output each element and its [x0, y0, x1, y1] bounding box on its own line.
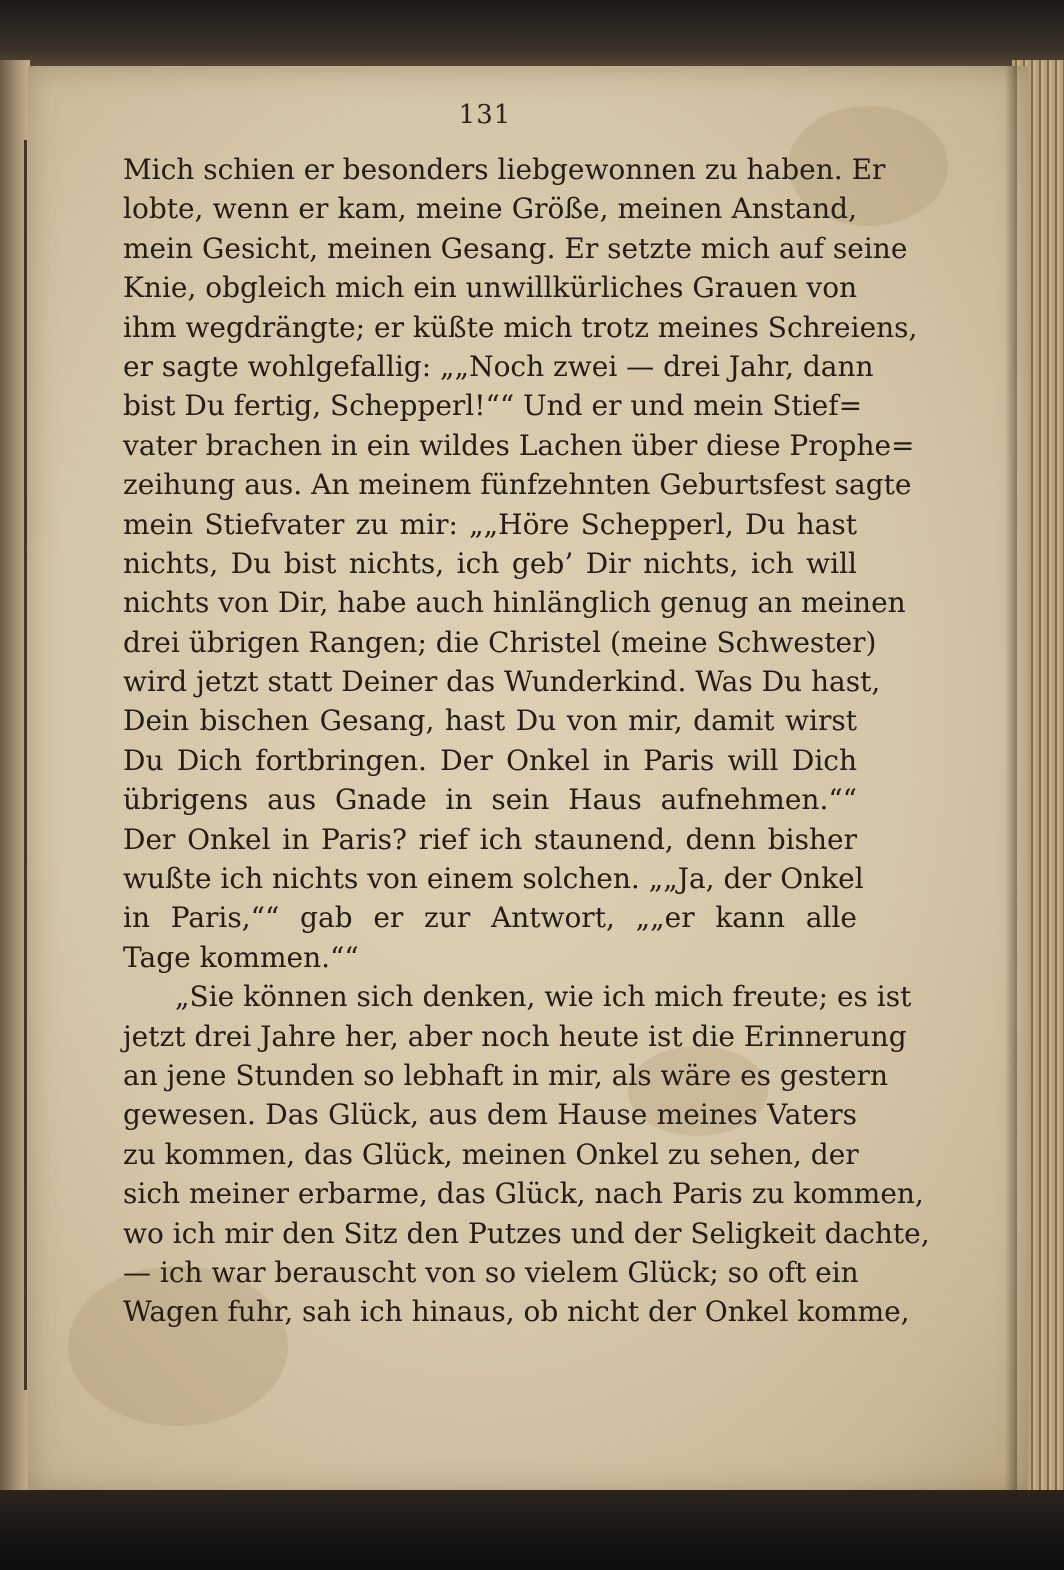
- text-line: Knie, obgleich mich ein unwillkürliches Grauen von: [123, 271, 858, 305]
- text-line: nichts, Du bist nichts, ich geb’ Dir nichts, ich will: [123, 546, 857, 580]
- text-line: zeihung aus. An meinem fünfzehnten Geburtsfest sagte: [123, 468, 912, 502]
- text-line: nichts von Dir, habe auch hinlänglich genug an meinen: [123, 586, 906, 620]
- text-line: Der Onkel in Paris? rief ich staunend, denn bisher: [123, 822, 857, 856]
- text-line: ihm wegdrängte; er küßte mich trotz meines Schreiens,: [123, 310, 918, 344]
- text-line: an jene Stunden so lebhaft in mir, als wäre es gestern: [123, 1058, 889, 1092]
- binding-gutter: [24, 140, 27, 1390]
- text-line: sich meiner erbarme, das Glück, nach Paris zu kommen,: [123, 1177, 924, 1211]
- page-number: 131: [458, 100, 512, 130]
- text-line: bist Du fertig, Schepperl!““ Und er und mein Stief=: [123, 389, 863, 423]
- page-shadow: [1005, 66, 1017, 1494]
- paragraph-start-line: „Sie können sich denken, wie ich mich freute; es ist: [175, 980, 912, 1014]
- text-line: drei übrigen Rangen; die Christel (meine Schwester): [123, 625, 877, 659]
- text-line: wird jetzt statt Deiner das Wunderkind. Was Du hast,: [123, 665, 881, 699]
- text-line: — ich war berauscht von so vielem Glück; so oft ein: [123, 1255, 859, 1289]
- text-line: Tage kommen.““: [123, 940, 359, 974]
- text-line: gewesen. Das Glück, aus dem Hause meines Vaters: [123, 1098, 857, 1132]
- text-line: er sagte wohlgefallig: „„Noch zwei — drei Jahr, dann: [123, 349, 874, 383]
- text-line: lobte, wenn er kam, meine Größe, meinen Anstand,: [123, 192, 857, 226]
- text-line: wußte ich nichts von einem solchen. „„Ja, der Onkel: [123, 862, 864, 896]
- text-line: Mich schien er besonders liebgewonnen zu haben. Er: [123, 153, 886, 186]
- text-line: Wagen fuhr, sah ich hinaus, ob nicht der Onkel komme,: [123, 1295, 910, 1329]
- text-line: Dein bischen Gesang, hast Du von mir, damit wirst: [123, 704, 857, 738]
- book-cover-top: [0, 0, 1064, 70]
- body-text: [123, 150, 930, 1332]
- book-cover-bottom: [0, 1490, 1064, 1570]
- text-line: jetzt drei Jahre her, aber noch heute ist die Erinnerung: [123, 1019, 907, 1053]
- text-line: Du Dich fortbringen. Der Onkel in Paris will Dich: [123, 743, 857, 777]
- text-line: in Paris,““ gab er zur Antwort, „„er kann alle: [123, 901, 857, 935]
- text-line: zu kommen, das Glück, meinen Onkel zu sehen, der: [123, 1137, 859, 1171]
- text-line: vater brachen in ein wildes Lachen über diese Prophe=: [123, 428, 915, 462]
- text-line: mein Stiefvater zu mir: „„Höre Schepperl, Du hast: [123, 507, 857, 541]
- text-line: übrigens aus Gnade in sein Haus aufnehmen.““: [123, 783, 857, 817]
- text-line: wo ich mir den Sitz den Putzes und der Seligkeit dachte,: [123, 1216, 930, 1250]
- text-line: mein Gesicht, meinen Gesang. Er setzte mich auf seine: [123, 231, 908, 265]
